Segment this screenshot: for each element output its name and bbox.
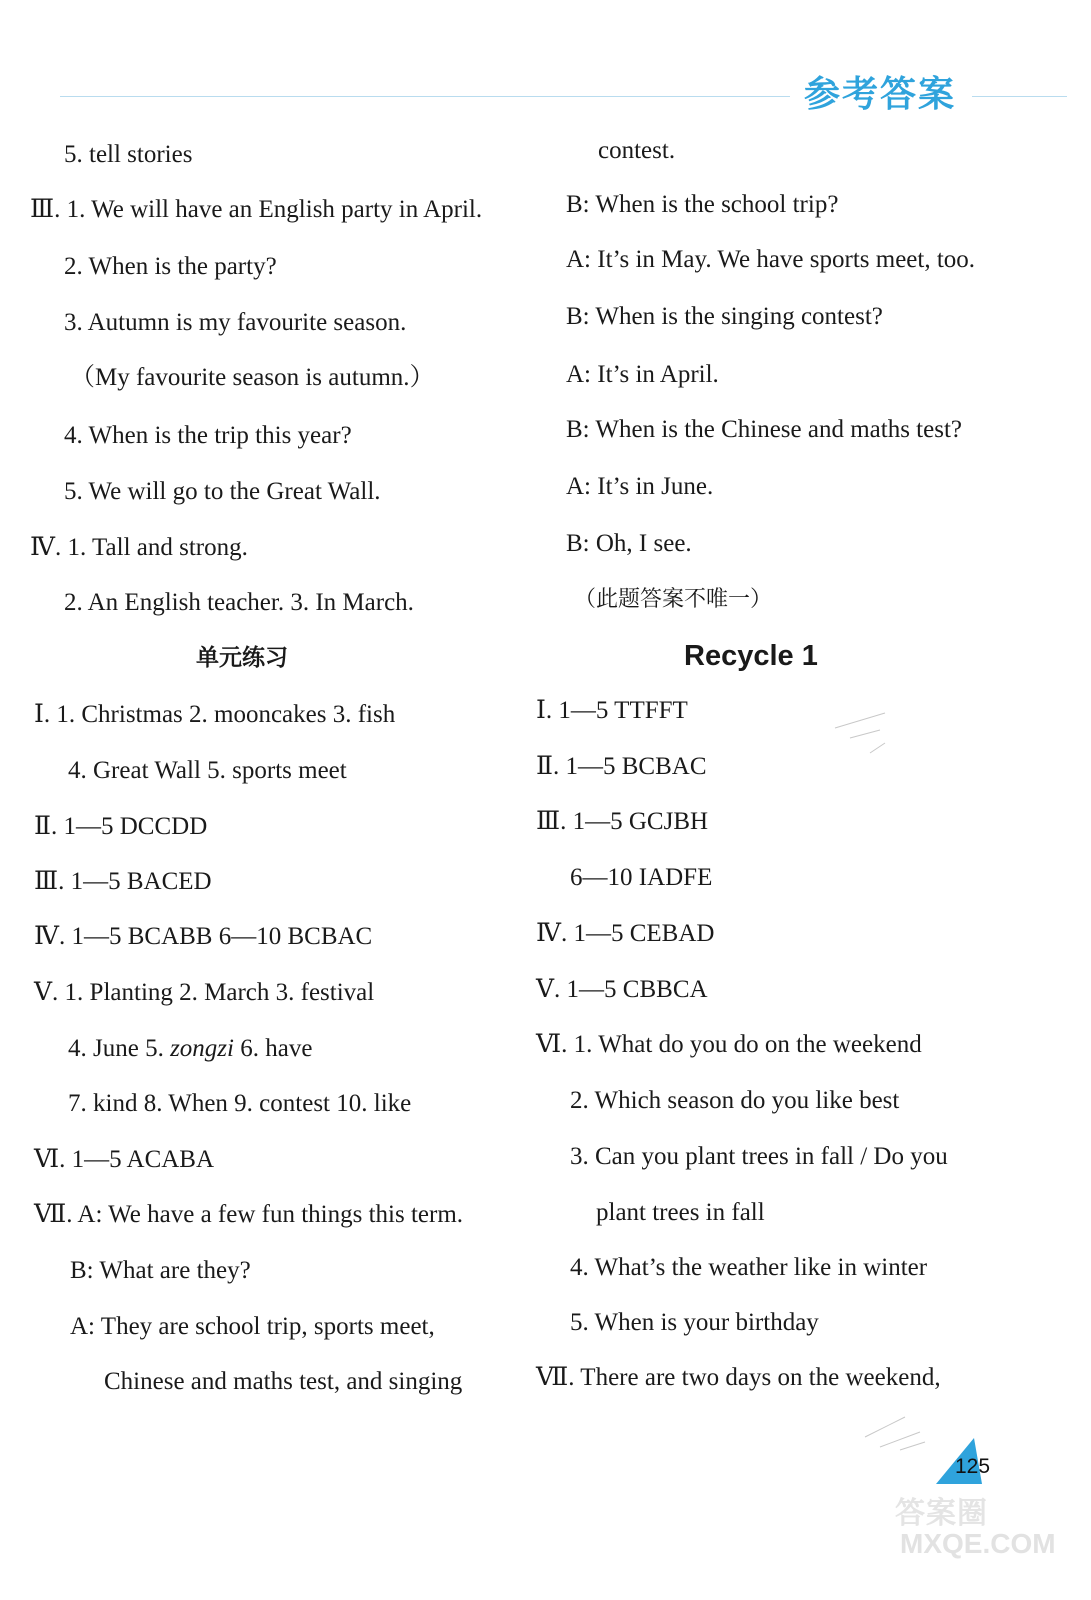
left-line-14: Ⅳ. 1—5 BCABB 6—10 BCBAC [34,923,373,950]
right-line-10: Ⅰ. 1—5 TTFFT [536,697,688,724]
right-line-20: 4. What’s the weather like in winter [570,1254,928,1281]
answer-4-5-label: 4. June 5. [68,1035,171,1062]
left-line-13: Ⅲ. 1—5 BACED [34,868,212,895]
left-line-19: Ⅶ. A: We have a few fun things this term. [34,1201,464,1228]
left-line-12: Ⅱ. 1—5 DCCDD [34,813,208,840]
header-title: 参考答案 [804,74,957,115]
right-line-3: A: It’s in May. We have sports meet, too. [566,246,976,273]
left-line-15: Ⅴ. 1. Planting 2. March 3. festival [34,979,375,1006]
right-line-15: Ⅴ. 1—5 CBBCA [536,976,708,1003]
right-line-12: Ⅲ. 1—5 GCJBH [536,808,709,835]
right-line-17: 2. Which season do you like best [570,1087,900,1114]
right-line-2: B: When is the school trip? [566,191,839,218]
right-line-13: 6—10 IADFE [570,864,713,891]
left-line-16 [68,1034,312,1064]
left-line-21: A: They are school trip, sports meet, [70,1313,435,1340]
answer-zongzi: zongzi [170,1035,234,1062]
decorative-scribble-bottom [860,1412,930,1452]
watermark-url: MXQE.COM [900,1528,1056,1559]
left-line-8: Ⅳ. 1. Tall and strong. [30,534,248,561]
right-line-6: B: When is the Chinese and maths test? [566,416,962,443]
section-title-unit-practice: 单元练习 [196,645,288,671]
right-line-21: 5. When is your birthday [570,1309,819,1336]
left-line-7: 5. We will go to the Great Wall. [64,478,381,505]
right-line-4: B: When is the singing contest? [566,303,883,330]
right-line-18: 3. Can you plant trees in fall / Do you [570,1143,948,1170]
left-line-6: 4. When is the trip this year? [64,422,352,449]
left-line-18: Ⅵ. 1—5 ACABA [34,1146,215,1173]
right-line-22: Ⅶ. There are two days on the weekend, [536,1364,941,1391]
left-line-3: 2. When is the party? [64,253,277,280]
left-line-9: 2. An English teacher. 3. In March. [64,589,414,616]
left-line-20: B: What are they? [70,1257,251,1284]
left-line-22: Chinese and maths test, and singing [104,1368,463,1395]
decorative-scribble-mid [830,708,890,758]
right-line-5: A: It’s in April. [566,361,719,388]
right-line-1: contest. [598,137,676,164]
right-line-7: A: It’s in June. [566,473,714,500]
header-rule-left [60,96,790,97]
right-line-11: Ⅱ. 1—5 BCBAC [536,753,707,780]
left-line-2: Ⅲ. 1. We will have an English party in April. [30,196,483,223]
left-line-17: 7. kind 8. When 9. contest 10. like [68,1090,412,1117]
left-line-11: 4. Great Wall 5. sports meet [68,757,347,784]
left-line-10: Ⅰ. 1. Christmas 2. mooncakes 3. fish [34,701,396,728]
right-line-9: （此题答案不唯一） [574,587,773,612]
answer-6-label: 6. have [233,1035,313,1062]
header-rule-right [972,96,1067,97]
page-number: 125 [955,1455,991,1478]
left-line-5: （My favourite season is autumn.） [70,364,435,391]
watermark-logo-text: 答案圈 [895,1497,988,1530]
right-line-8: B: Oh, I see. [566,530,692,557]
right-line-14: Ⅳ. 1—5 CEBAD [536,920,715,947]
right-line-16: Ⅵ. 1. What do you do on the weekend [536,1031,922,1058]
left-line-1: 5. tell stories [64,141,193,168]
right-line-19: plant trees in fall [596,1199,765,1226]
left-line-4: 3. Autumn is my favourite season. [64,309,407,336]
section-title-recycle: Recycle 1 [684,640,818,672]
